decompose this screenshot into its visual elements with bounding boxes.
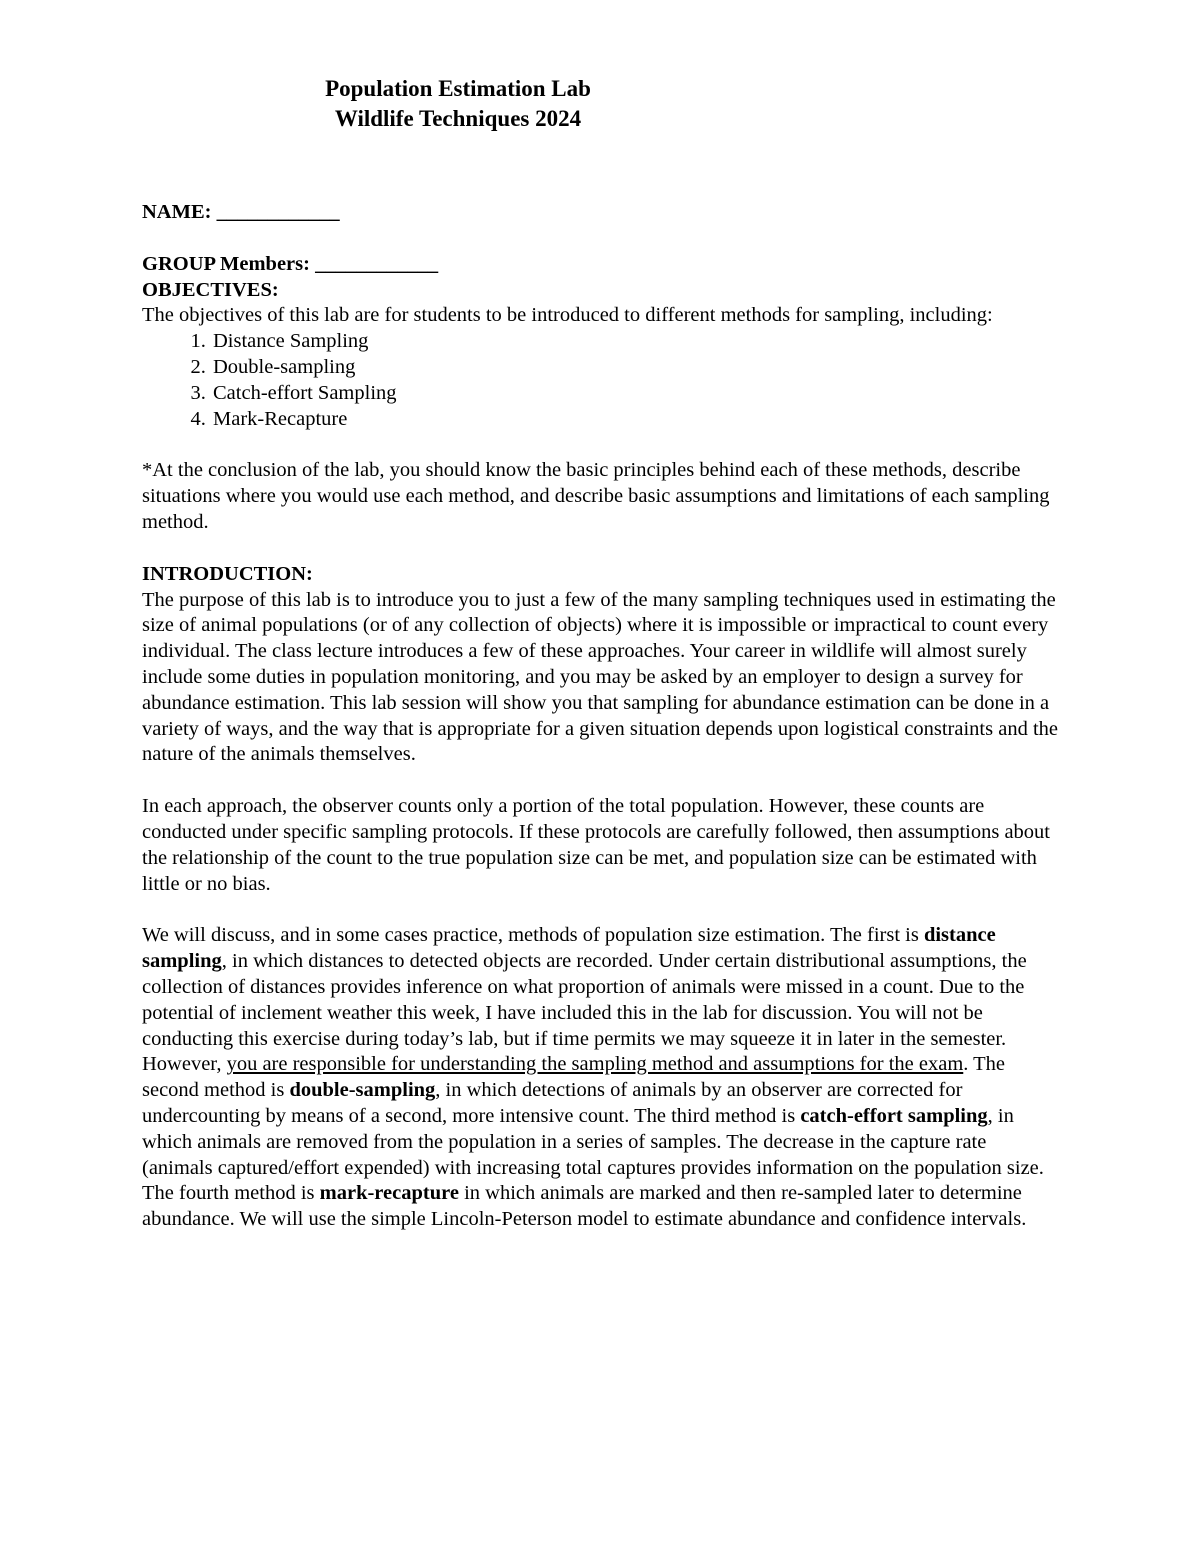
- group-members-field: GROUP Members: ____________: [142, 252, 439, 275]
- para3-text: , in which distances to detected objects are recorded. Under certain distributional assumptions, the collection of distances provides inference on what proportion of animals were missed in a count. Due to the potential of inclement weather this week, I have included this in the lab for discussion. You will not be conducting this exercise during today’s lab, but if time permits we may squeeze it in later in the semester. However,: [142, 950, 1027, 1076]
- objectives-intro: The objectives of this lab are for students to be introduced to different methods for sampling, including:: [142, 304, 993, 327]
- term-distance-sampling: distance sampling: [142, 924, 996, 973]
- document-subtitle: Wildlife Techniques 2024: [334, 106, 582, 131]
- introduction-paragraph-1: The purpose of this lab is to introduce you to just a few of the many sampling techniques used in estimating the size of animal populations (or of any collection of objects) where it is impossible or impractical to count every individual. The class lecture introduces a few of these approaches. Your career in wildlife will almost surely include some duties in population monitoring, and you may be asked by an employer to design a survey for abundance estimation. This lab session will show you that sampling for abundance estimation can be done in a variety of ways, and the way that is appropriate for a given situation depends upon logistical constraints and the nature of the animals themselves.: [142, 588, 1058, 766]
- introduction-paragraph-2: In each approach, the observer counts only a portion of the total population. However, these counts are conducted under specific sampling protocols. If these protocols are carefully followed, then assumptions about the relationship of the count to the true population size can be met, and population size can be estimated with little or no bias.: [142, 795, 1051, 895]
- para3-text: , in which animals are removed from the population in a series of samples. The decrease in the capture rate (animals captured/effort expended) with increasing total captures provides information on the population size. The fourth method is: [142, 1104, 1044, 1205]
- document-title-block: [0, 74, 1058, 134]
- term-mark-recapture: mark-recapture: [319, 1182, 459, 1205]
- para3-text: , in which detections of animals by an observer are corrected for undercounting by means of a second, more intensive count. The third method is: [142, 1079, 963, 1127]
- para3-text: We will discuss, and in some cases practice, methods of population size estimation. The first is: [142, 924, 924, 947]
- objectives-list: [142, 329, 1062, 432]
- objectives-item: 2. Double-sampling: [211, 355, 1062, 381]
- objectives-note: *At the conclusion of the lab, you should know the basic principles behind each of these methods, describe situations where you would use each method, and describe basic assumptions and limitations of each sampling method.: [142, 459, 1050, 533]
- underlined-responsibility-note: you are responsible for understanding the sampling method and assumptions for the exam: [226, 1053, 964, 1076]
- objectives-heading: OBJECTIVES:: [142, 278, 279, 301]
- objectives-item: 3. Catch-effort Sampling: [211, 381, 1062, 407]
- para3-text: in which animals are marked and then re-sampled later to determine abundance. We will use the simple Lincoln-Peterson model to estimate abundance and confidence intervals.: [142, 1182, 1027, 1231]
- objectives-item: 4. Mark-Recapture: [211, 407, 1062, 433]
- introduction-heading: INTRODUCTION:: [142, 562, 313, 585]
- introduction-paragraph-3: [142, 923, 1062, 1233]
- para3-text: . The second method is: [142, 1053, 1006, 1102]
- term-double-sampling: double-sampling: [289, 1079, 436, 1102]
- objectives-item: 1. Distance Sampling: [211, 329, 1062, 355]
- document-body: [142, 200, 1062, 1233]
- name-field: NAME: ____________: [142, 201, 340, 223]
- term-catch-effort-sampling: catch-effort sampling: [800, 1104, 988, 1127]
- document-title: Population Estimation Lab: [325, 76, 591, 101]
